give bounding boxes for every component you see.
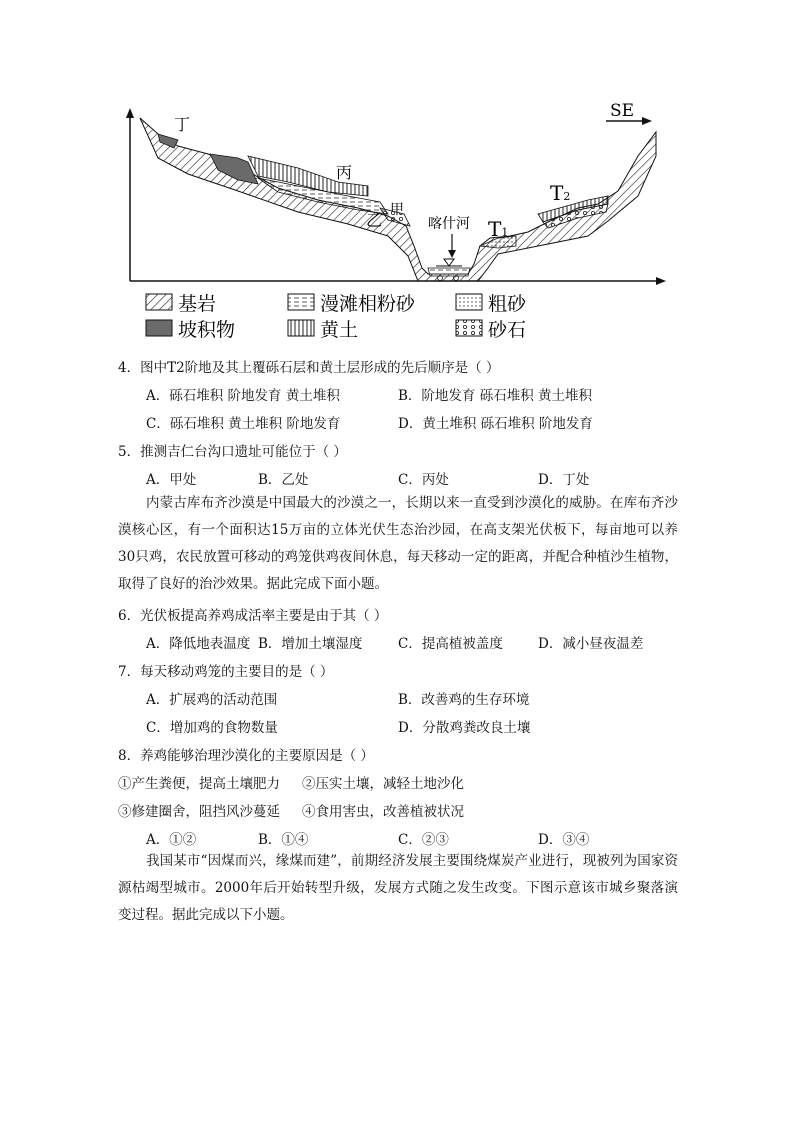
bedrock-layer <box>140 118 656 281</box>
q8-statement-1: ①产生粪便，提高土壤肥力 <box>118 776 280 792</box>
label-ding: 丁 <box>174 115 191 134</box>
label-river: 喀什河 <box>428 216 470 232</box>
legend-label-colluvium: 坡积物 <box>178 319 236 341</box>
coarse-sand-icon <box>456 294 482 310</box>
q7-option-a[interactable]: A．扩展鸡的活动范围 <box>146 692 278 708</box>
q8-statement-4: ④食用害虫，改善植被状况 <box>302 804 464 820</box>
q6-option-a[interactable]: A．降低地表温度 <box>146 636 251 652</box>
q8-option-b[interactable]: B．①④ <box>258 832 309 848</box>
loess-icon <box>288 320 314 336</box>
label-bing: 丙 <box>336 163 353 182</box>
x-axis-arrow <box>656 277 666 285</box>
q4-option-d[interactable]: D．黄土堆积 砾石堆积 阶地发育 <box>398 416 593 432</box>
river-channel <box>428 268 470 276</box>
legend-label-loess: 黄土 <box>320 319 359 341</box>
q4-option-c[interactable]: C．砾石堆积 黄土堆积 阶地发育 <box>146 416 341 432</box>
q8-option-d[interactable]: D．③④ <box>538 832 590 848</box>
legend-label-silt: 漫滩相粉砂 <box>320 293 416 315</box>
q6-option-b[interactable]: B．增加土壤湿度 <box>258 636 363 652</box>
q5-option-a[interactable]: A．甲处 <box>146 472 197 488</box>
q8-option-a[interactable]: A．①② <box>146 832 197 848</box>
terrace-profile-diagram <box>118 96 678 346</box>
bedrock-hatch-icon <box>146 294 172 310</box>
legend-label-coarse-sand: 粗砂 <box>488 293 527 315</box>
q7-option-b[interactable]: B．改善鸡的生存环境 <box>398 692 530 708</box>
colluvium-icon <box>146 320 172 336</box>
water-level-icon <box>444 259 454 266</box>
label-yi: 乙 <box>366 211 383 230</box>
label-t1: T1 <box>488 217 509 241</box>
q5-option-b[interactable]: B．乙处 <box>258 472 309 488</box>
gravel-icon <box>456 320 482 336</box>
q4-stem: 4．图中T2阶地及其上覆砾石层和黄土层形成的先后顺序是（ ） <box>118 360 500 376</box>
y-axis-arrow <box>126 108 134 118</box>
legend <box>146 293 527 341</box>
q5-stem: 5．推测吉仁台沟口遗址可能位于（ ） <box>118 444 347 460</box>
q6-option-d[interactable]: D．减小昼夜温差 <box>538 636 644 652</box>
passage-kubuqi: 内蒙古库布齐沙漠是中国最大的沙漠之一，长期以来一直受到沙漠化的威胁。在库布齐沙漠核心区，有一个面积达15万亩的立体光伏生态治沙园，在高支架光伏板下，每亩地可以养30只鸡，农民放置可移动的鸡笼供鸡夜间休息，每天移动一定的距离，并配合种植沙生植物，取得了良好的治沙效果。据此完成下面小题。 <box>118 495 678 592</box>
q7-option-d[interactable]: D．分散鸡粪改良土壤 <box>398 720 531 736</box>
q4-option-b[interactable]: B．阶地发育 砾石堆积 黄土堆积 <box>398 388 593 404</box>
q5-option-d[interactable]: D．丁处 <box>538 472 590 488</box>
q4-option-a[interactable]: A．砾石堆积 阶地发育 黄土堆积 <box>146 388 340 404</box>
direction-label: SE <box>610 101 635 121</box>
q8-option-c[interactable]: C．②③ <box>398 832 449 848</box>
q7-stem: 7．每天移动鸡笼的主要目的是（ ） <box>118 664 334 680</box>
q5-option-c[interactable]: C．丙处 <box>398 472 449 488</box>
q8-statement-3: ③修建圈舍，阻挡风沙蔓延 <box>118 804 280 820</box>
legend-label-gravel: 砂石 <box>488 319 527 341</box>
q6-option-c[interactable]: C．提高植被盖度 <box>398 636 503 652</box>
silt-pattern-icon <box>288 294 314 310</box>
label-jia: 甲 <box>390 202 404 218</box>
q8-stem: 8．养鸡能够治理沙漠化的主要原因是（ ） <box>118 748 374 764</box>
passage-coal-city: 我国某市“因煤而兴，缘煤而建”，前期经济发展主要围绕煤炭产业进行，现被列为国家资源枯竭型城市。2000年后开始转型升级，发展方式随之发生改变。下图示意该市城乡聚落演变过程。据此完成以下小题。 <box>118 853 678 923</box>
q6-stem: 6．光伏板提高养鸡成活率主要是由于其（ ） <box>118 608 388 624</box>
q7-option-c[interactable]: C．增加鸡的食物数量 <box>146 720 278 736</box>
q8-statement-2: ②压实土壤，减轻土地沙化 <box>302 776 464 792</box>
label-t2: T2 <box>550 181 571 205</box>
legend-label-bedrock: 基岩 <box>178 293 217 315</box>
